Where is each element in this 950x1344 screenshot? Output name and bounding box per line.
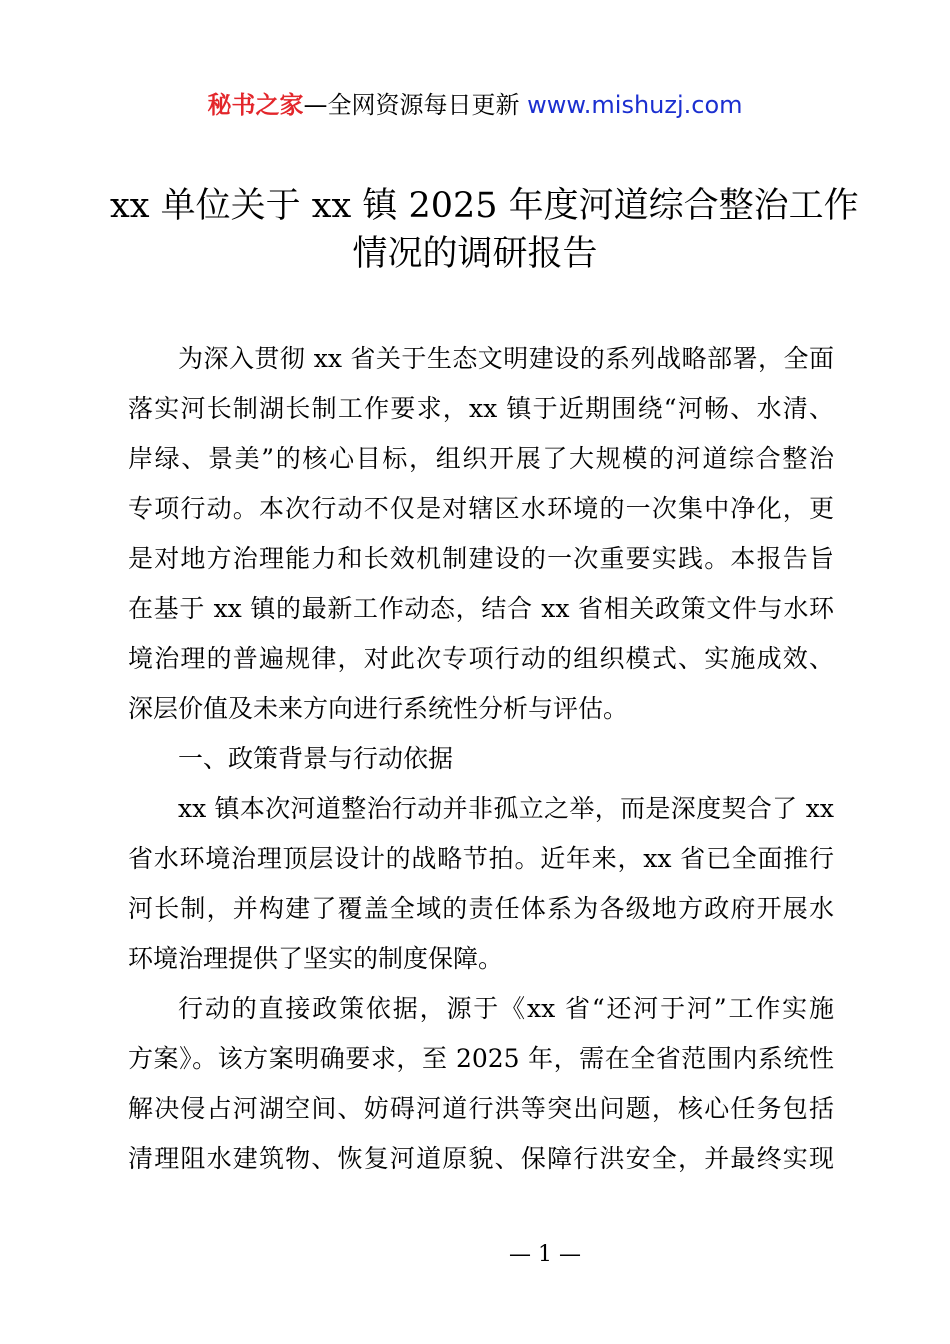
paragraph-line: 解决侵占河湖空间、妨碍河道行洪等突出问题，核心任务包括 — [128, 1094, 834, 1123]
paragraph-line: xx 镇本次河道整治行动并非孤立之举，而是深度契合了 xx — [178, 794, 834, 823]
title-line-2: 情况的调研报告 — [352, 234, 598, 274]
document-body — [128, 334, 834, 1184]
page-number: — 1 — — [509, 1242, 581, 1267]
paragraph-line: 境治理的普遍规律，对此次专项行动的组织模式、实施成效、 — [128, 644, 834, 673]
title-line-1: xx 单位关于 xx 镇 2025 年度河道综合整治工作 — [110, 186, 859, 226]
document-title — [110, 182, 859, 278]
paragraph-line: 落实河长制湖长制工作要求，xx 镇于近期围绕“河畅、水清、 — [128, 394, 834, 423]
paragraph-line: 专项行动。本次行动不仅是对辖区水环境的一次集中净化，更 — [128, 494, 834, 523]
paragraph-line: 深层价值及未来方向进行系统性分析与评估。 — [128, 694, 629, 723]
paragraph-line: 行动的直接政策依据，源于《xx 省“还河于河”工作实施 — [178, 994, 834, 1023]
paragraph-line: 省水环境治理顶层设计的战略节拍。近年来，xx 省已全面推行 — [128, 844, 834, 873]
paragraph-line: 是对地方治理能力和长效机制建设的一次重要实践。本报告旨 — [128, 544, 834, 573]
banner-tagline: —全网资源每日更新 — [303, 91, 520, 119]
paragraph-line: 清理阻水建筑物、恢复河道原貌、保障行洪安全，并最终实现 — [128, 1144, 834, 1173]
paragraph-line: 河长制，并构建了覆盖全域的责任体系为各级地方政府开展水 — [128, 894, 834, 923]
paragraph-line: 在基于 xx 镇的最新工作动态，结合 xx 省相关政策文件与水环 — [128, 594, 834, 623]
brand-name: 秘书之家 — [207, 91, 304, 119]
paragraph-line: 一、政策背景与行动依据 — [178, 744, 454, 773]
paragraph-line: 方案》。该方案明确要求，至 2025 年，需在全省范围内系统性 — [128, 1044, 834, 1073]
paragraph-line: 岸绿、景美”的核心目标，组织开展了大规模的河道综合整治 — [128, 444, 834, 473]
site-banner — [0, 88, 950, 122]
paragraph — [128, 984, 834, 1184]
paragraph-line: 为深入贯彻 xx 省关于生态文明建设的系列战略部署，全面 — [178, 344, 834, 373]
paragraph — [128, 334, 834, 734]
paragraph — [128, 734, 834, 784]
site-url-link[interactable]: www.mishuzj.com — [527, 91, 743, 119]
paragraph — [128, 784, 834, 984]
paragraph-line: 环境治理提供了坚实的制度保障。 — [128, 944, 504, 973]
